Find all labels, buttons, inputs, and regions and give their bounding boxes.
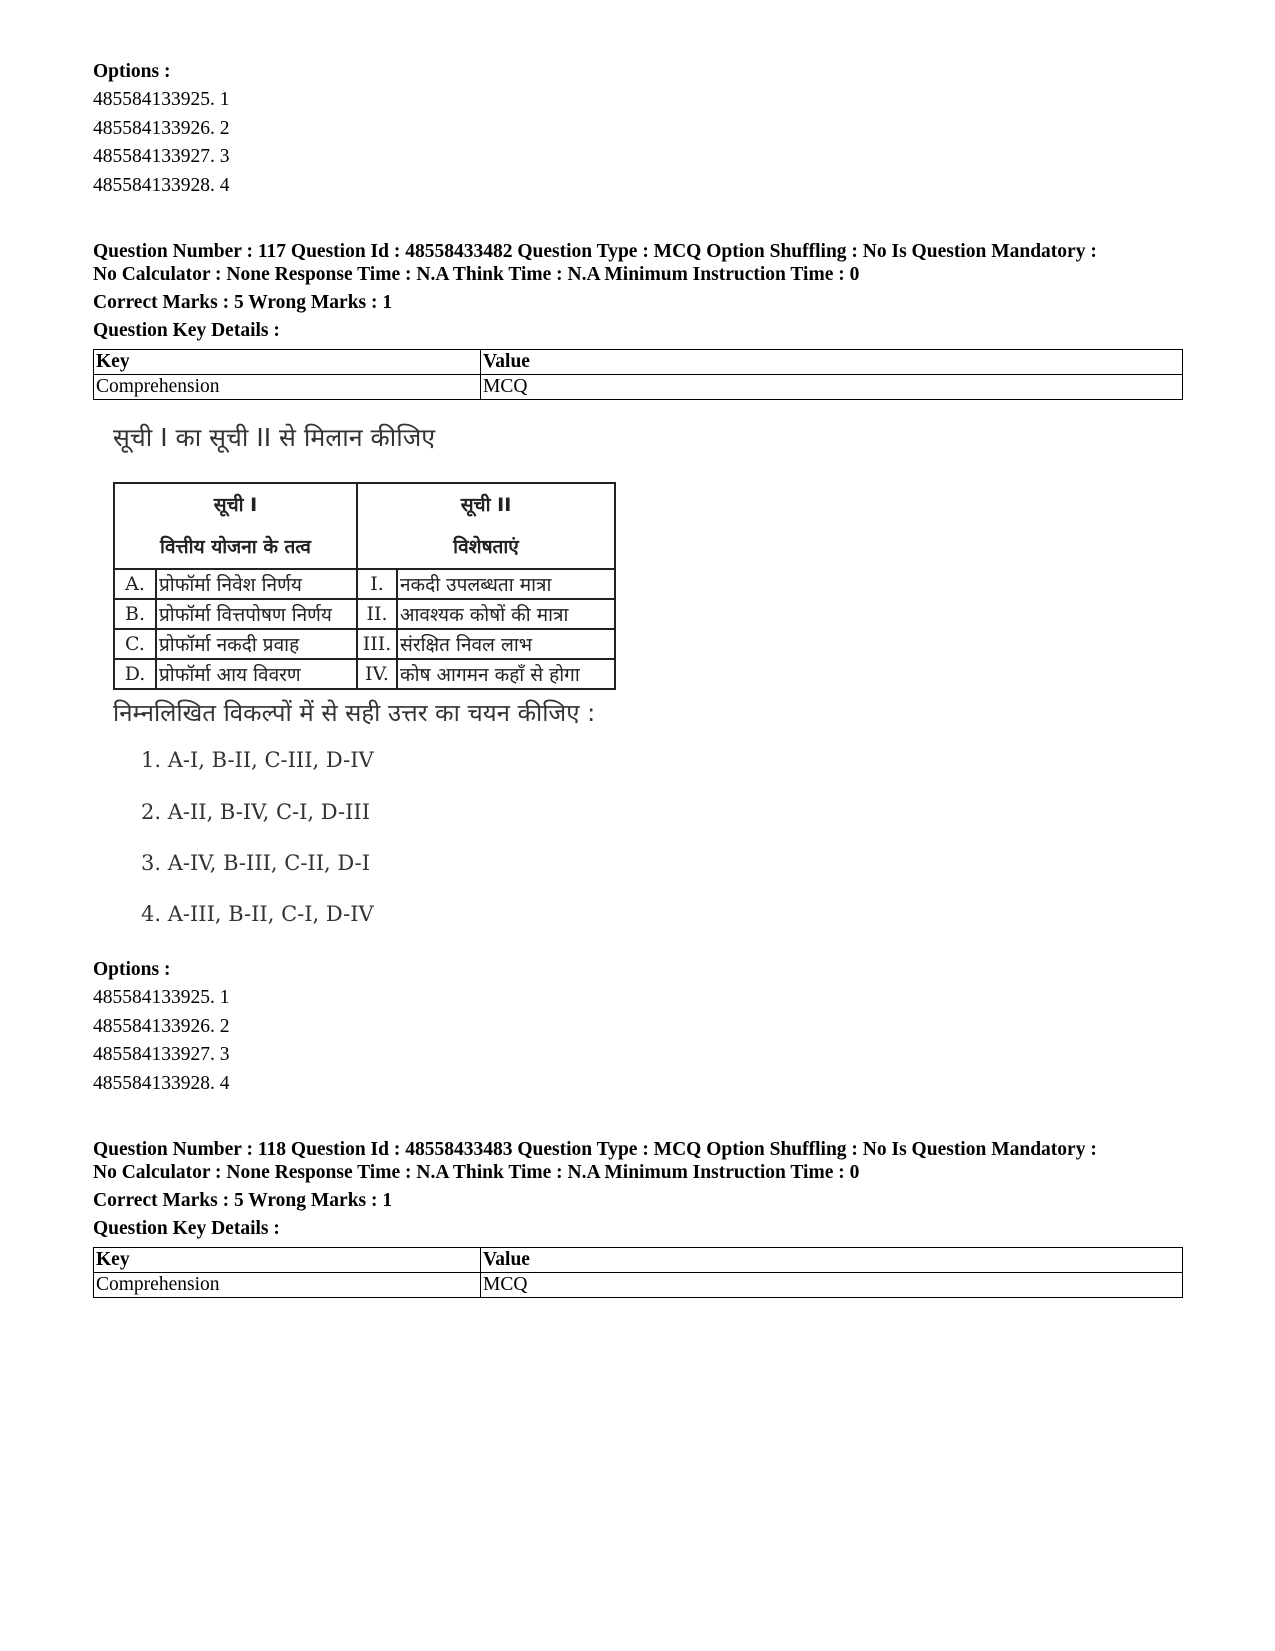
row-label: IV. (357, 659, 397, 689)
answer-choice: 4. A-III, B-II, C-I, D-IV (141, 902, 374, 926)
list1-item: प्रोफॉर्मा आय विवरण (156, 659, 357, 689)
list1-title: सूची I (213, 494, 258, 516)
key-details-label: Question Key Details : (93, 1218, 280, 1239)
question-meta-line1: Question Number : 117 Question Id : 48558433482 Question Type : MCQ Option Shuffling : No Is Question Mandatory : (93, 241, 1097, 262)
row-label: B. (114, 599, 156, 629)
option-item: 485584133925. 1 (93, 987, 230, 1008)
match-row (114, 599, 615, 629)
answer-choice: 1. A-I, B-II, C-III, D-IV (141, 748, 374, 772)
list2-item: आवश्यक कोषों की मात्रा (397, 599, 615, 629)
list1-subtitle: वित्तीय योजना के तत्व (160, 536, 311, 558)
answer-choice: 3. A-IV, B-III, C-II, D-I (141, 851, 370, 875)
list2-header (357, 483, 615, 569)
list1-item: प्रोफॉर्मा नकदी प्रवाह (156, 629, 357, 659)
question-image (93, 408, 1183, 956)
question-meta-line2: No Calculator : None Response Time : N.A Think Time : N.A Minimum Instruction Time : 0 (93, 264, 860, 285)
match-table (113, 482, 616, 690)
row-label: D. (114, 659, 156, 689)
key-details-table (93, 1247, 1183, 1298)
value-header: Value (481, 1248, 1183, 1273)
match-row (114, 659, 615, 689)
options-label: Options : (93, 61, 171, 82)
list2-item: संरक्षित निवल लाभ (397, 629, 615, 659)
question-117 (93, 240, 1183, 1098)
question-meta-line2: No Calculator : None Response Time : N.A Think Time : N.A Minimum Instruction Time : 0 (93, 1162, 860, 1183)
instruction-text: निम्नलिखित विकल्पों में से सही उत्तर का चयन कीजिए : (113, 699, 596, 727)
value-header: Value (481, 350, 1183, 375)
option-item: 485584133925. 1 (93, 89, 230, 110)
prev-options (93, 58, 1183, 200)
list2-item: कोष आगमन कहाँ से होगा (397, 659, 615, 689)
value-cell: MCQ (481, 1273, 1183, 1298)
list2-item: नकदी उपलब्धता मात्रा (397, 569, 615, 599)
list2-subtitle: विशेषताएं (453, 536, 519, 558)
value-cell: MCQ (481, 375, 1183, 400)
question-marks: Correct Marks : 5 Wrong Marks : 1 (93, 1190, 393, 1211)
answer-choice: 2. A-II, B-IV, C-I, D-III (141, 800, 370, 824)
option-item: 485584133926. 2 (93, 117, 230, 139)
list2-title: सूची II (460, 494, 512, 516)
list1-header (114, 483, 357, 569)
row-label: II. (357, 599, 397, 629)
key-details-label: Question Key Details : (93, 320, 280, 341)
key-details-table (93, 349, 1183, 400)
option-item: 485584133926. 2 (93, 1015, 230, 1037)
document-page (93, 58, 1183, 1298)
list1-item: प्रोफॉर्मा वित्तपोषण निर्णय (156, 599, 357, 629)
match-row (114, 629, 615, 659)
row-label: C. (114, 629, 156, 659)
match-row (114, 569, 615, 599)
question-marks: Correct Marks : 5 Wrong Marks : 1 (93, 292, 393, 313)
key-cell: Comprehension (94, 375, 481, 400)
key-header: Key (94, 1248, 481, 1273)
question-meta-line1: Question Number : 118 Question Id : 48558433483 Question Type : MCQ Option Shuffling : No Is Question Mandatory : (93, 1139, 1097, 1160)
row-label: I. (357, 569, 397, 599)
option-item: 485584133928. 4 (93, 1072, 230, 1094)
key-header: Key (94, 350, 481, 375)
option-item: 485584133927. 3 (93, 146, 230, 167)
question-title: सूची I का सूची II से मिलान कीजिए (113, 423, 436, 452)
options-label: Options : (93, 959, 171, 980)
options-block (93, 956, 1183, 1098)
key-cell: Comprehension (94, 1273, 481, 1298)
question-118 (93, 1138, 1183, 1298)
row-label: A. (114, 569, 156, 599)
row-label: III. (357, 629, 397, 659)
option-item: 485584133927. 3 (93, 1044, 230, 1065)
option-item: 485584133928. 4 (93, 174, 230, 196)
list1-item: प्रोफॉर्मा निवेश निर्णय (156, 569, 357, 599)
